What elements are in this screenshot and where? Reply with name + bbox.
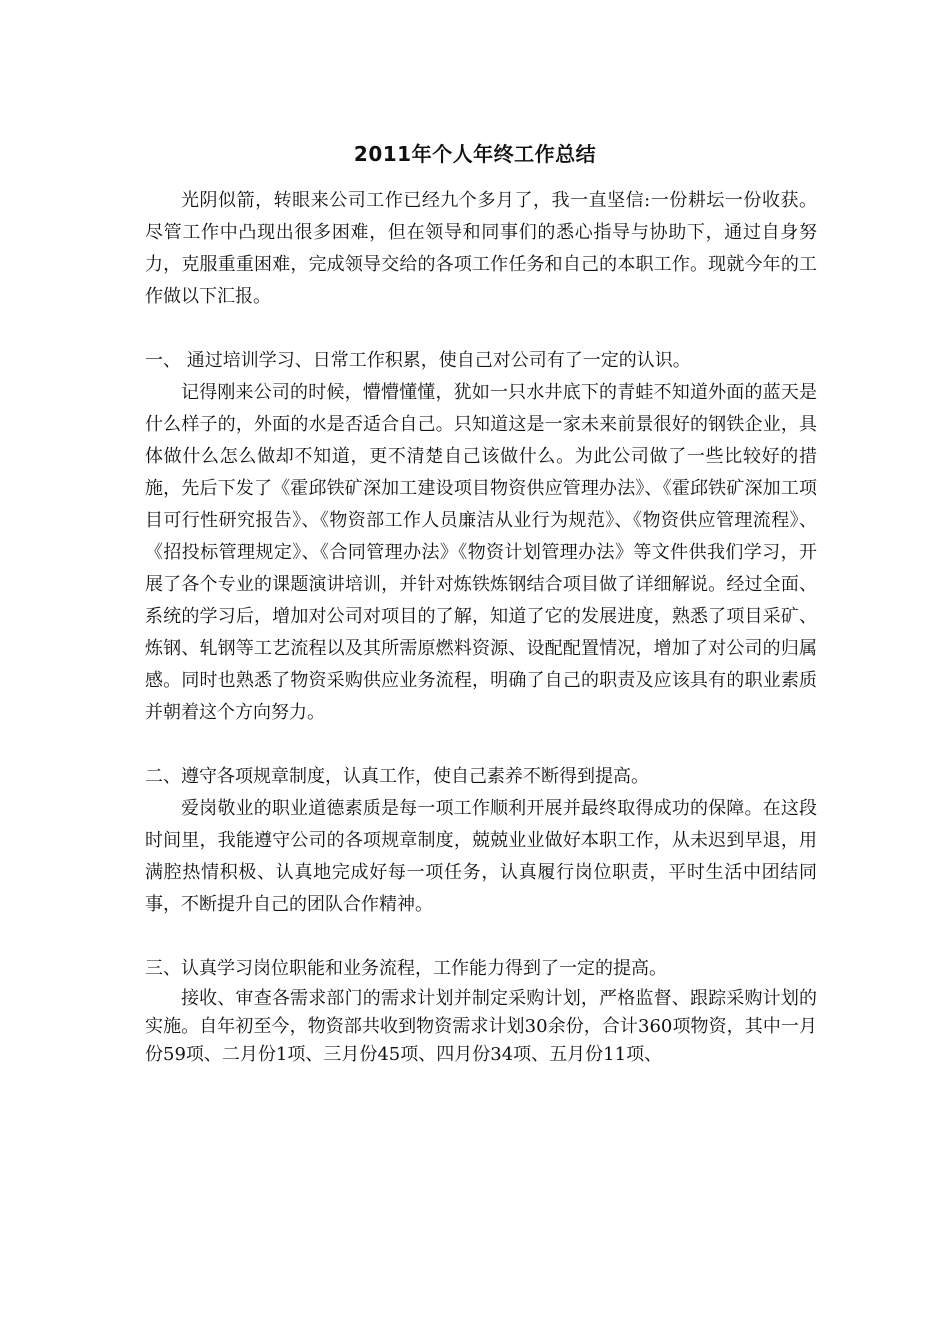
intro-paragraph: 光阴似箭，转眼来公司工作已经九个多月了，我一直坚信:一份耕坛一份收获。尽管工作中凸现出很多困难，但在领导和同事们的悉心指导与协助下，通过自身努力，克服重重困难，完成领导交给的各项工作任务和自己的本职工作。现就今年的工作做以下汇报。 (145, 190, 817, 307)
section-2-paragraph: 爱岗敬业的职业道德素质是每一项工作顺利开展并最终取得成功的保障。在这段时间里，我能遵守公司的各项规章制度，兢兢业业做好本职工作，从未迟到早退，用满腔热情积极、认真地完成好每一项任务，认真履行岗位职责，平时生活中团结同事，不断提升自己的团队合作精神。 (145, 798, 817, 915)
section-1-heading: 一、 通过培训学习、日常工作积累，使自己对公司有了一定的认识。 (145, 350, 691, 371)
spacer (145, 313, 817, 345)
section-2-heading: 二、遵守各项规章制度，认真工作，使自己素养不断得到提高。 (145, 766, 649, 787)
spacer (145, 729, 817, 761)
spacer (145, 921, 817, 953)
section-3-heading: 三、认真学习岗位职能和业务流程，工作能力得到了一定的提高。 (145, 958, 667, 979)
document-title: 2011年个人年终工作总结 (353, 142, 597, 166)
document-body (145, 185, 817, 1069)
section-1-paragraph: 记得刚来公司的时候，懵懵懂懂，犹如一只水井底下的青蛙不知道外面的蓝天是什么样子的，外面的水是否适合自己。只知道这是一家未来前景很好的钢铁企业，具体做什么怎么做却不知道，更不清楚自己该做什么。为此公司做了一些比较好的措施，先后下发了《霍邱铁矿深加工建设项目物资供应管理办法》、《霍邱铁矿深加工项目可行性研究报告》、《物资部工作人员廉洁从业行为规范》、《物资供应管理流程》、《招投标管理规定》、《合同管理办法》《物资计划管理办法》等文件供我们学习，开展了各个专业的课题演讲培训，并针对炼铁炼钢结合项目做了详细解说。经过全面、系统的学习后，增加对公司对项目的了解，知道了它的发展进度，熟悉了项目采矿、炼钢、轧钢等工艺流程以及其所需原燃料资源、设配配置情况，增加了对公司的归属感。同时也熟悉了物资采购供应业务流程，明确了自己的职责及应该具有的职业素质并朝着这个方向努力。 (145, 382, 817, 723)
section-3-paragraph: 接收、审查各需求部门的需求计划并制定采购计划，严格监督、跟踪采购计划的实施。自年初至今，物资部共收到物资需求计划30余份，合计360项物资，其中一月份59项、二月份1项、三月份45项、四月份34项、五月份11项、 (145, 988, 817, 1065)
